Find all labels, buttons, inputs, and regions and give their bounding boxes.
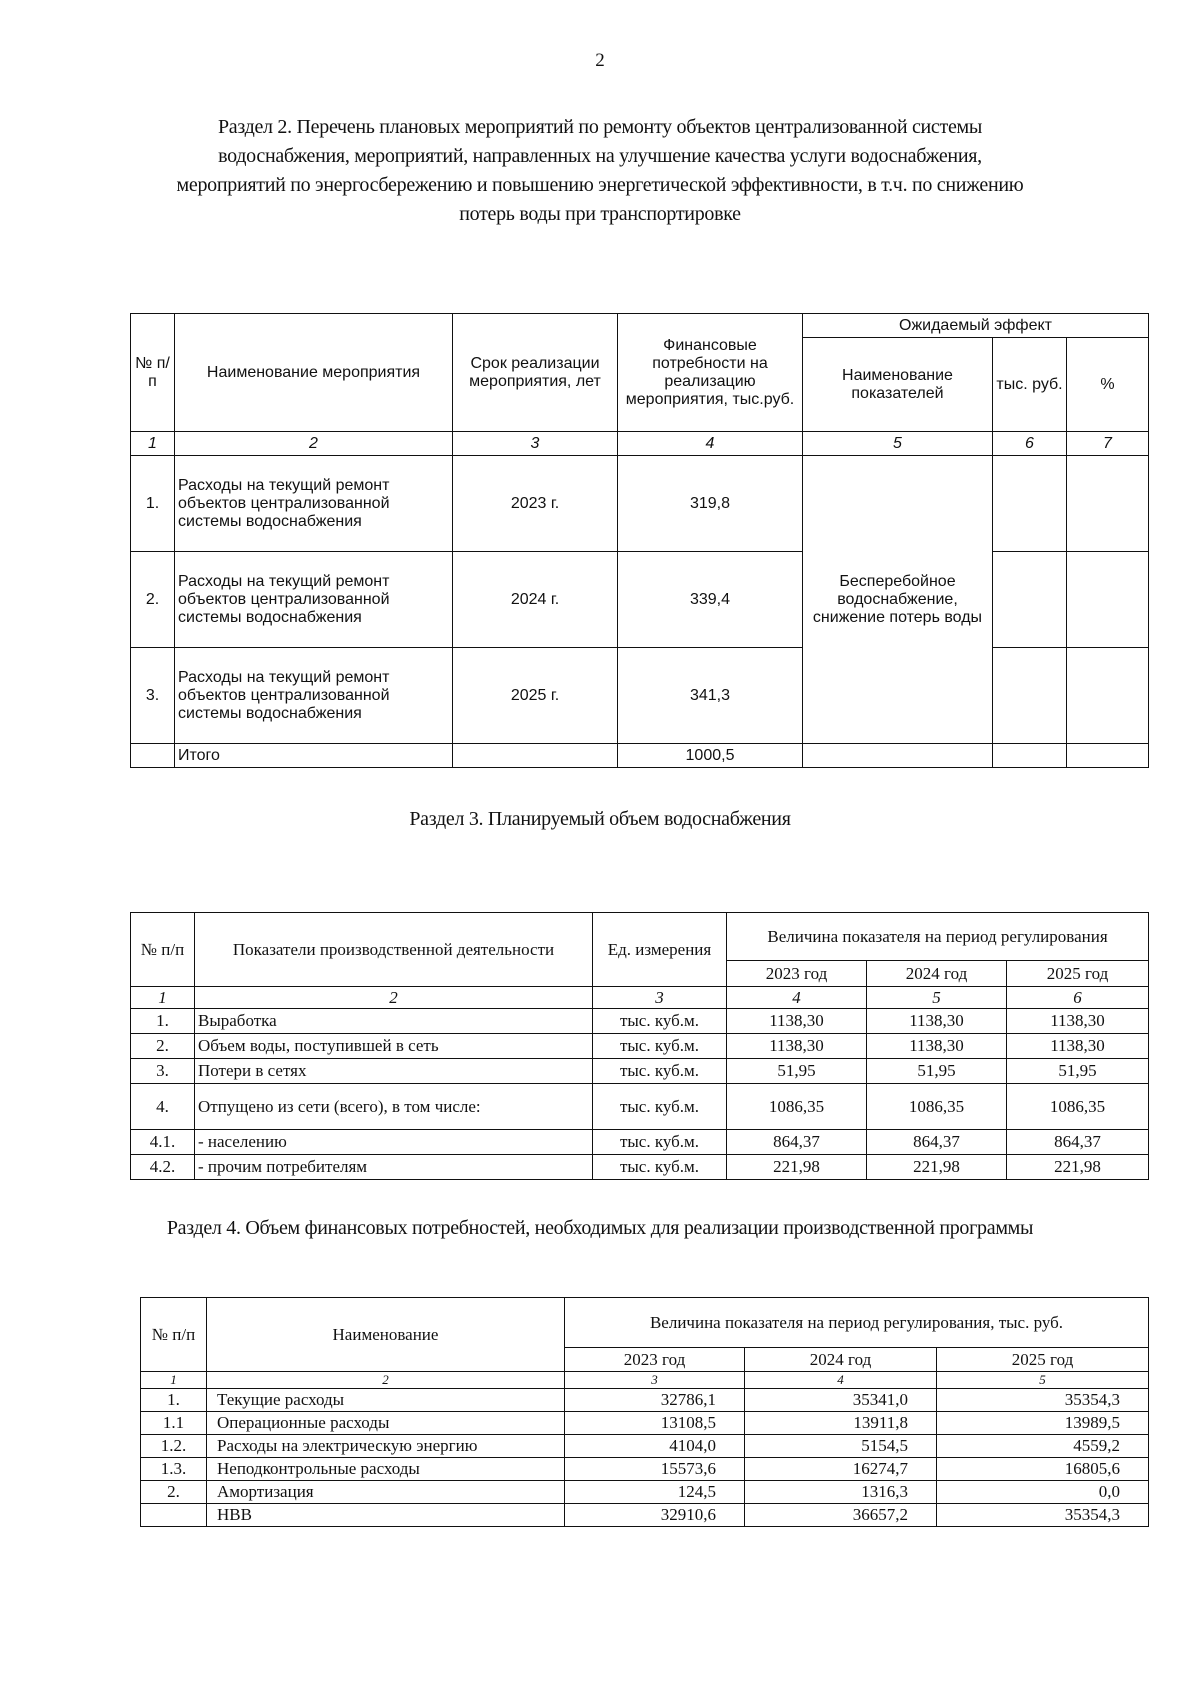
- section2-title-line: мероприятий по энергосбережению и повышению энергетической эффективности, в т.ч. по снижению: [176, 174, 1024, 196]
- row-value: 13108,5: [565, 1412, 745, 1435]
- col-number: 5: [937, 1372, 1149, 1389]
- header-indicator: Показатели производственной деятельности: [195, 913, 593, 987]
- row-value: 221,98: [727, 1155, 867, 1180]
- row-value: 36657,2: [745, 1504, 937, 1527]
- table-row: [131, 1084, 1149, 1130]
- col-number: 7: [1067, 432, 1149, 456]
- row-num: 1.3.: [141, 1458, 207, 1481]
- col-number: 4: [745, 1372, 937, 1389]
- table-row: [131, 648, 1149, 744]
- row-value: 35341,0: [745, 1389, 937, 1412]
- table-row: [131, 1009, 1149, 1034]
- table-row: [131, 1155, 1149, 1180]
- row-value: 16274,7: [745, 1458, 937, 1481]
- col-number: 5: [867, 987, 1007, 1009]
- row-value: 1138,30: [1007, 1009, 1149, 1034]
- row-value: 35354,3: [937, 1504, 1149, 1527]
- header-year: 2023 год: [727, 961, 867, 987]
- col-number: 6: [1007, 987, 1149, 1009]
- row-unit: тыс. куб.м.: [593, 1009, 727, 1034]
- row-num: 1.: [131, 456, 175, 552]
- header-finance: Финансовые потребности на реализацию мероприятия, тыс.руб.: [618, 314, 803, 432]
- row-num: 4.2.: [131, 1155, 195, 1180]
- row-num: 1.2.: [141, 1435, 207, 1458]
- row-value: 1086,35: [867, 1084, 1007, 1130]
- table-row: [141, 1504, 1149, 1527]
- header-period: Величина показателя на период регулирования: [727, 913, 1149, 961]
- row-value: 1138,30: [727, 1009, 867, 1034]
- col-number: 2: [207, 1372, 565, 1389]
- row-value: 1138,30: [1007, 1034, 1149, 1059]
- row-value: 124,5: [565, 1481, 745, 1504]
- header-thousand: тыс. руб.: [993, 338, 1067, 432]
- header-percent: %: [1067, 338, 1149, 432]
- row-finance: 341,3: [618, 648, 803, 744]
- row-value: 35354,3: [937, 1389, 1149, 1412]
- table-row: [141, 1389, 1149, 1412]
- row-num: 1.1: [141, 1412, 207, 1435]
- row-value: 1086,35: [1007, 1084, 1149, 1130]
- section3-table: [130, 912, 1149, 1180]
- header-num: № п/п: [131, 314, 175, 432]
- header-name: Наименование мероприятия: [175, 314, 453, 432]
- row-value: 13911,8: [745, 1412, 937, 1435]
- header-year: 2025 год: [1007, 961, 1149, 987]
- row-name: Объем воды, поступившей в сеть: [195, 1034, 593, 1059]
- table-row: [131, 456, 1149, 552]
- row-num: 2.: [131, 552, 175, 648]
- col-number: 2: [195, 987, 593, 1009]
- table-row: [141, 1435, 1149, 1458]
- col-number: 2: [175, 432, 453, 456]
- header-effect: Ожидаемый эффект: [803, 314, 1149, 338]
- col-number: 4: [727, 987, 867, 1009]
- row-unit: тыс. куб.м.: [593, 1130, 727, 1155]
- total-finance: 1000,5: [618, 744, 803, 768]
- section4-title: Раздел 4. Объем финансовых потребностей, необходимых для реализации производственной программы: [166, 1217, 1034, 1239]
- row-num: [141, 1504, 207, 1527]
- row-value: 221,98: [1007, 1155, 1149, 1180]
- header-name: Наименование: [207, 1298, 565, 1372]
- col-number: 3: [593, 987, 727, 1009]
- row-num: 4.1.: [131, 1130, 195, 1155]
- row-num: 3.: [131, 1059, 195, 1084]
- section2-title-line: потерь воды при транспортировке: [459, 203, 741, 225]
- row-value: 51,95: [727, 1059, 867, 1084]
- row-name: - населению: [195, 1130, 593, 1155]
- table-row: [141, 1412, 1149, 1435]
- row-value: 1138,30: [867, 1009, 1007, 1034]
- row-name: Выработка: [195, 1009, 593, 1034]
- row-term: 2023 г.: [453, 456, 618, 552]
- header-term: Срок реализации мероприятия, лет: [453, 314, 618, 432]
- col-number: 1: [131, 432, 175, 456]
- row-value: 4559,2: [937, 1435, 1149, 1458]
- row-value: 5154,5: [745, 1435, 937, 1458]
- section2-table: [130, 313, 1149, 768]
- row-term: 2024 г.: [453, 552, 618, 648]
- effect-text: Бесперебойное водоснабжение, снижение потерь воды: [803, 456, 993, 744]
- row-finance: 319,8: [618, 456, 803, 552]
- page-number: 2: [595, 50, 605, 71]
- header-period: Величина показателя на период регулирования, тыс. руб.: [565, 1298, 1149, 1348]
- col-number: 6: [993, 432, 1067, 456]
- row-term: 2025 г.: [453, 648, 618, 744]
- header-unit: Ед. измерения: [593, 913, 727, 987]
- header-year: 2023 год: [565, 1348, 745, 1372]
- table-row: [131, 1059, 1149, 1084]
- row-value: 51,95: [1007, 1059, 1149, 1084]
- col-number: 5: [803, 432, 993, 456]
- section4-table: [140, 1297, 1149, 1527]
- header-indicator: Наименование показателей: [803, 338, 993, 432]
- row-value: 0,0: [937, 1481, 1149, 1504]
- row-value: 16805,6: [937, 1458, 1149, 1481]
- row-num: 1.: [131, 1009, 195, 1034]
- header-num: № п/п: [141, 1298, 207, 1372]
- col-number: 4: [618, 432, 803, 456]
- row-num: 3.: [131, 648, 175, 744]
- row-value: 864,37: [1007, 1130, 1149, 1155]
- row-num: 2.: [131, 1034, 195, 1059]
- table-row: [131, 1034, 1149, 1059]
- row-name: Амортизация: [207, 1481, 565, 1504]
- row-unit: тыс. куб.м.: [593, 1034, 727, 1059]
- col-number: 1: [141, 1372, 207, 1389]
- row-value: 15573,6: [565, 1458, 745, 1481]
- row-name: Текущие расходы: [207, 1389, 565, 1412]
- row-value: 1316,3: [745, 1481, 937, 1504]
- row-unit: тыс. куб.м.: [593, 1059, 727, 1084]
- row-name: Отпущено из сети (всего), в том числе:: [195, 1084, 593, 1130]
- table-row: [141, 1458, 1149, 1481]
- col-number: 3: [565, 1372, 745, 1389]
- row-name: Операционные расходы: [207, 1412, 565, 1435]
- row-num: 4.: [131, 1084, 195, 1130]
- row-name: Расходы на текущий ремонт объектов централизованной системы водоснабжения: [175, 552, 453, 648]
- row-value: 1138,30: [867, 1034, 1007, 1059]
- row-value: 4104,0: [565, 1435, 745, 1458]
- row-value: 13989,5: [937, 1412, 1149, 1435]
- row-num: 2.: [141, 1481, 207, 1504]
- row-name: - прочим потребителям: [195, 1155, 593, 1180]
- total-label: Итого: [175, 744, 453, 768]
- row-name: Расходы на текущий ремонт объектов централизованной системы водоснабжения: [175, 648, 453, 744]
- header-year: 2024 год: [867, 961, 1007, 987]
- row-name: Расходы на текущий ремонт объектов централизованной системы водоснабжения: [175, 456, 453, 552]
- section2-title-line: водоснабжения, мероприятий, направленных на улучшение качества услуги водоснабжения,: [218, 145, 982, 167]
- row-num: 1.: [141, 1389, 207, 1412]
- row-unit: тыс. куб.м.: [593, 1155, 727, 1180]
- row-value: 51,95: [867, 1059, 1007, 1084]
- row-finance: 339,4: [618, 552, 803, 648]
- section2-title-line: Раздел 2. Перечень плановых мероприятий по ремонту объектов централизованной системы: [217, 116, 983, 138]
- section2-title: [0, 113, 1200, 229]
- row-unit: тыс. куб.м.: [593, 1084, 727, 1130]
- header-year: 2024 год: [745, 1348, 937, 1372]
- row-value: 1138,30: [727, 1034, 867, 1059]
- section3-title: Раздел 3. Планируемый объем водоснабжения: [409, 808, 791, 830]
- row-value: 864,37: [727, 1130, 867, 1155]
- col-number: 1: [131, 987, 195, 1009]
- row-value: 864,37: [867, 1130, 1007, 1155]
- row-name: НВВ: [207, 1504, 565, 1527]
- total-row: [131, 744, 1149, 768]
- row-name: Расходы на электрическую энергию: [207, 1435, 565, 1458]
- table-row: [131, 552, 1149, 648]
- row-value: 221,98: [867, 1155, 1007, 1180]
- table-row: [141, 1481, 1149, 1504]
- row-value: 1086,35: [727, 1084, 867, 1130]
- header-year: 2025 год: [937, 1348, 1149, 1372]
- row-value: 32786,1: [565, 1389, 745, 1412]
- row-name: Неподконтрольные расходы: [207, 1458, 565, 1481]
- header-num: № п/п: [131, 913, 195, 987]
- table-row: [131, 1130, 1149, 1155]
- col-number: 3: [453, 432, 618, 456]
- row-name: Потери в сетях: [195, 1059, 593, 1084]
- row-value: 32910,6: [565, 1504, 745, 1527]
